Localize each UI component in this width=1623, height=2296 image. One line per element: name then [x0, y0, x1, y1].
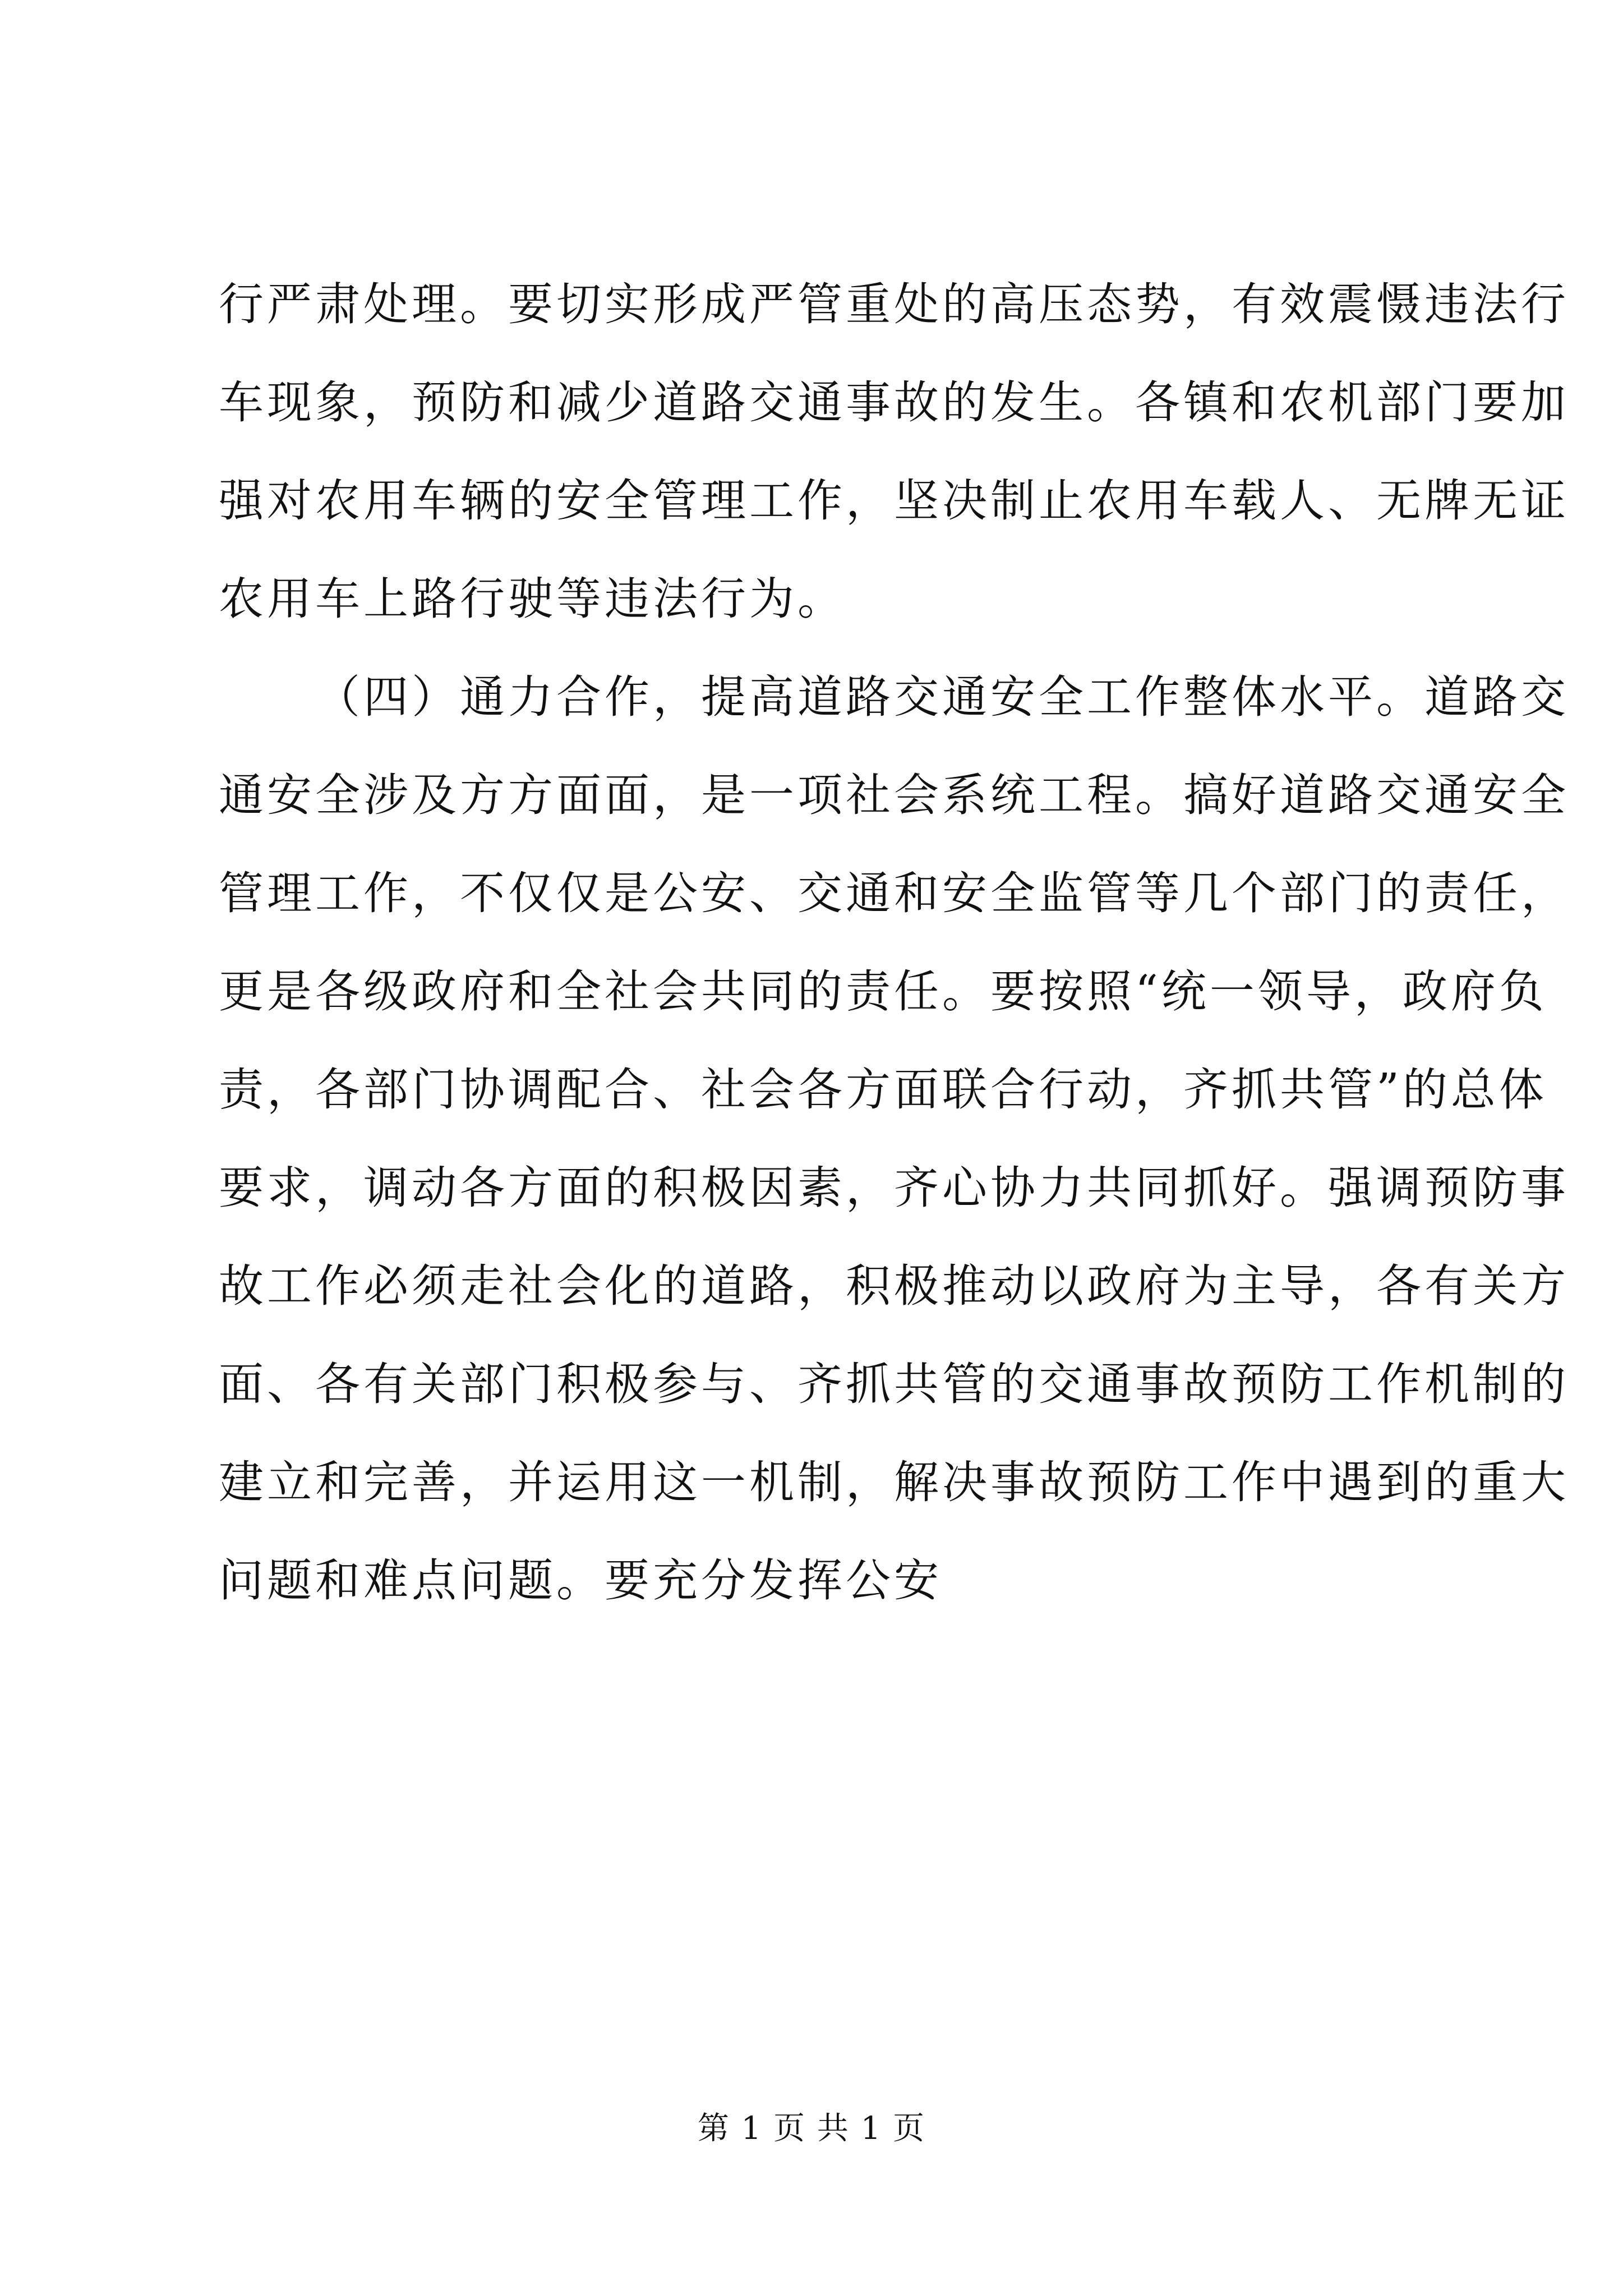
text-line: 通安全涉及方方面面，是一项社会系统工程。搞好道路交通安全 [219, 769, 1569, 821]
paragraph-heading-line: （四）通力合作，提高道路交通安全工作整体水平。道路交 [315, 671, 1569, 723]
text-line: 建立和完善，并运用这一机制，解决事故预防工作中遇到的重大 [219, 1456, 1569, 1508]
text-line: 车现象，预防和减少道路交通事故的发生。各镇和农机部门要加 [219, 376, 1569, 429]
text-line: 面、各有关部门积极参与、齐抓共管的交通事故预防工作机制的 [219, 1358, 1569, 1410]
text-line: 问题和难点问题。要充分发挥公安 [219, 1554, 942, 1607]
text-line: 故工作必须走社会化的道路，积极推动以政府为主导，各有关方 [219, 1260, 1569, 1312]
text-line: 行严肃处理。要切实形成严管重处的高压态势，有效震慑违法行 [219, 278, 1569, 330]
text-line: 责，各部门协调配合、社会各方面联合行动，齐抓共管”的总体 [219, 1064, 1547, 1116]
text-line: 强对农用车辆的安全管理工作，坚决制止农用车载人、无牌无证 [219, 475, 1569, 527]
body-text [219, 255, 1569, 1630]
page-footer: 第 1 页 共 1 页 [697, 2110, 926, 2147]
text-line: 管理工作，不仅仅是公安、交通和安全监管等几个部门的责任， [219, 867, 1569, 919]
text-line: 要求，调动各方面的积极因素，齐心协力共同抓好。强调预防事 [219, 1162, 1569, 1214]
text-line: 更是各级政府和全社会共同的责任。要按照“统一领导，政府负 [219, 965, 1547, 1018]
text-line: 农用车上路行驶等违法行为。 [219, 573, 846, 625]
